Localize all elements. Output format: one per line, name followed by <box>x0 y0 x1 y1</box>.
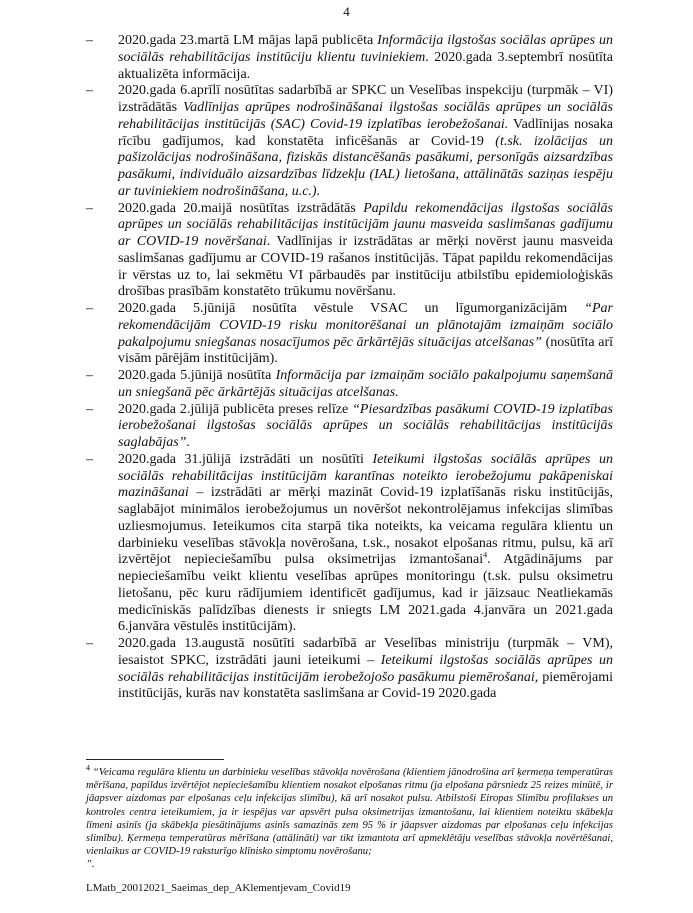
italic-title-text: Ieteikumi ilgstošas sociālās aprūpes un sociālās rehabilitācijas institūcijām ierobežojošo pasākumu piemērošanai <box>118 652 613 685</box>
list-item <box>86 301 613 368</box>
body-text: – izstrādāti ar mērķi mazināt Covid-19 izplatīšanās risku institūcijās, saglabājot minimālos ierobežojumus un novēršot nekontrolējamus infekcijas slimības uzliesmojumus. Ieteikumos cita starpā tika noteikts, ka veicama regulāra klientu un darbinieku veselības stāvokļa novērošana, t.sk., nosakot elpošanas ritmu, pulsu, kā arī izvērtējot nepieciešamību pulsa oksimetrijas izmantošanai <box>118 485 613 568</box>
footnote-divider <box>86 759 224 760</box>
body-text: Vadlīnijas nosaka rīcību gadījumos, kad konstatēta inficēšanās ar Covid-19 <box>118 116 613 149</box>
italic-title-text: Informācija par izmaiņām sociālo pakalpojumu saņemšanā un sniegšanā pēc ārkārtējās situācijas atcelšanas. <box>118 368 613 400</box>
italic-title-text: “Piesardzības pasākumi COVID-19 izplatības ierobežošanai ilgstošas sociālās aprūpes un sociālās rehabilitācijas institūcijās saglabājas”. <box>118 401 613 450</box>
body-text: 2020.gada 20.maijā nosūtītas izstrādātās <box>118 200 364 216</box>
body-text: 2020.gada 5.jūnijā nosūtīta vēstule VSAC un līgumorganizācijām <box>118 301 585 316</box>
dash-bullet: – <box>86 451 93 467</box>
dash-bullet: – <box>86 83 93 99</box>
italic-title-text: Papildu rekomendācijas ilgstošas sociālās aprūpes un sociālās rehabilitācijas institūcijām jaunu masveida saslimšanas gadījumu ar COVID-19 novēršanai <box>118 200 613 249</box>
list-item <box>86 452 613 636</box>
body-text: , piemērojami institūcijās, kurās nav konstatēta saslimšana ar Covid-19 2020.gada <box>118 669 613 702</box>
body-text: . 2020.gada 3.septembrī nosūtīta aktualizēta informācija. <box>118 49 613 82</box>
italic-title-text: “Par rekomendācijām COVID-19 risku monitorēšanai un plānotajām izmaiņām sociālo pakalpojumu sniegšanas nosacījumos pēc ārkārtējās situācijas atcelšanas” <box>118 301 613 350</box>
body-text: . Vadlīnijas ir izstrādātas ar mērķi novērst jaunu masveida saslimšanas gadījumu ar COVID-19 rašanos institūcijās. Tāpat papildu rekomendācijas ir vērstas uz to, lai sekmētu VI pārbaudēs par institūciju atbilstību epidemioloģiskās drošības prasībām konstatēto trūkumu novēršanu. <box>118 234 613 300</box>
body-text: 2020.gada 2.jūlijā publicēta preses relīze <box>118 401 353 417</box>
footnote <box>86 763 613 872</box>
footnote-reference: 4 <box>483 550 488 560</box>
footnote-text: “Veicama regulāra klientu un darbinieku veselības stāvokļa novērošana (klientiem jānodrošina arī ķermeņa temperatūras mērīšana, papildus izvērtējot nepieciešamību klientiem nosakot elpošanas ritmu (ja elpošana pārsniedz 25 reizes minūtē, ir jāapsver aizdomas par elpošanas ceļu infekcijas slimību), kā arī nosakot pulsu. Atbilstoši Eiropas Slimību profilakses un kontroles centra ieteikumiem, ja ir iespējas var apsvērt pulsa oksimetrijas izmantošanu, lai klientiem noteiktu skābekļa līmeni asinīs (ja skābekļa piesātinājums asinīs samazinās zem 95 % ir jāapsver aizdomas par elpošanas ceļu infekcijas slimību). Ķermeņa temperatūras mērīšana (attālināti) var tikt izmantota arī apmeklētāju veselības stāvokļa novērtēšanai, vienlaikus ar COVID-19 raksturīgo klīnisko simptomu novērošanu; <box>86 767 613 858</box>
body-text: 2020.gada 13.augustā nosūtīti sadarbībā ar Veselības ministriju (turpmāk – VM), iesaistot SPKC, izstrādāti jauni ieteikumi – <box>118 636 613 668</box>
list-item <box>86 368 613 402</box>
italic-title-text: Ieteikumi ilgstošas sociālās aprūpes un sociālās rehabilitācijas institūcijām karantīnas noteikto ierobežojumu pakāpeniskai mazināšanai <box>118 451 613 501</box>
bullet-list <box>86 33 613 703</box>
dash-bullet: – <box>86 33 93 48</box>
body-text: (nosūtīta arī visām pārējām institūcijām). <box>118 334 613 367</box>
body-text: 2020.gada 23.martā LM mājas lapā publicēta <box>118 33 378 48</box>
list-item <box>86 83 613 200</box>
dash-bullet: – <box>86 401 93 417</box>
list-item <box>86 402 613 452</box>
body-text: 2020.gada 6.aprīlī nosūtītas sadarbībā ar SPKC un Veselības inspekciju (turpmāk – VI) izstrādātās <box>118 83 613 115</box>
dash-bullet: – <box>86 368 93 383</box>
body-text: 2020.gada 5.jūnijā nosūtīta <box>118 368 276 383</box>
italic-title-text: (t.sk. izolācijas un pašizolācijas nodrošināšana, fiziskās distancēšanās pasākumi, personīgās aizsardzības pasākumi, individuālo aizsardzības līdzekļu (IAL) lietošana, attālinātās saziņas iespēju ar tuviniekiem nodrošināšana, u.c.). <box>118 133 613 199</box>
body-text: 2020.gada 31.jūlijā izstrādāti un nosūtīti <box>118 451 373 467</box>
dash-bullet: – <box>86 301 93 316</box>
dash-bullet: – <box>86 636 93 651</box>
footer-filename: LMatb_20012021_Saeimas_dep_AKlementjevam_Covid19 <box>86 882 351 894</box>
dash-bullet: – <box>86 200 93 216</box>
italic-title-text: Informācija ilgstošas sociālas aprūpes un sociālās rehabilitācijas institūciju klientu tuviniekiem <box>118 33 613 65</box>
page-number: 4 <box>343 4 350 19</box>
list-item <box>86 33 613 83</box>
list-item <box>86 201 613 302</box>
footnote-closing: ”. <box>86 859 95 871</box>
body-text: . Atgādinājums par nepieciešamību veikt klientu veselības aprūpes monitoringu (t.sk. pulsu oksimetru lietošanu, pēc kuru rādījumiem identificēt gadījumus, kad ir jāizsauc Neatliekamās medicīniskās palīdzības dienests ir sniegts LM 2021.gada 4.janvāra un 2021.gada 6.janvāra vēstulēs institūcijām). <box>118 552 613 635</box>
list-item <box>86 636 613 703</box>
italic-title-text: Vadlīnijas aprūpes nodrošināšanai ilgstošas sociālās aprūpes un sociālās rehabilitācijas institūcijās (SAC) Covid-19 izplatības ierobežošanai. <box>118 100 613 132</box>
footnote-marker: 4 <box>86 763 90 773</box>
